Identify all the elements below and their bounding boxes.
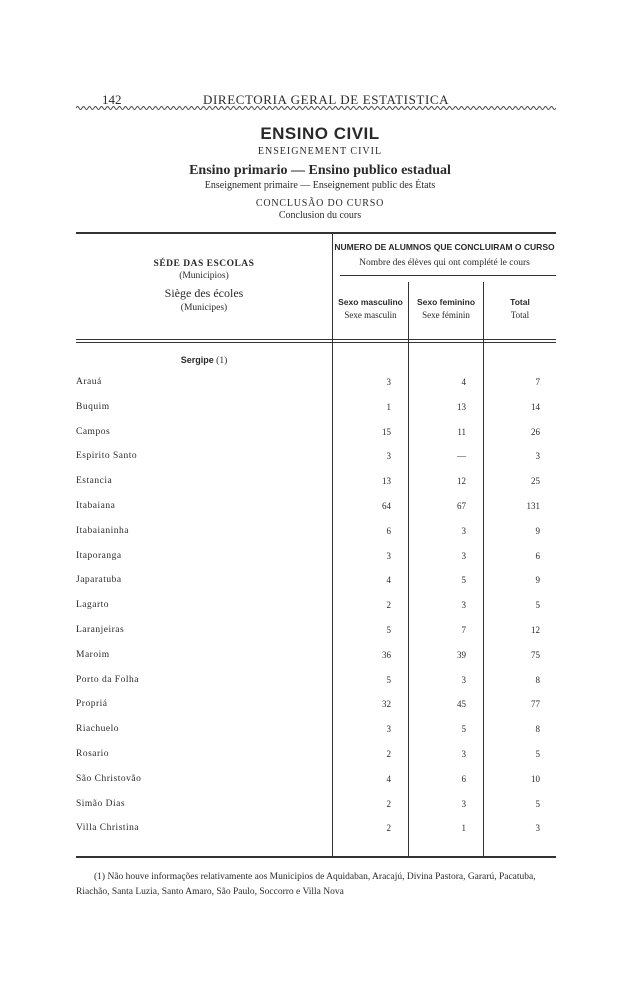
col-feminino-label: Sexo feminino xyxy=(416,297,476,307)
row-municipio: Itabaiana xyxy=(76,501,116,511)
cell-total: 5 xyxy=(535,749,540,759)
state-footnote-ref: (1) xyxy=(216,356,228,366)
cell-feminino: 4 xyxy=(461,377,466,387)
cell-total: 9 xyxy=(535,526,540,536)
cell-feminino: 3 xyxy=(461,526,466,536)
cell-feminino: 39 xyxy=(457,650,466,660)
cell-total: 9 xyxy=(535,575,540,585)
cell-masculino: 2 xyxy=(386,600,391,610)
cell-masculino: 15 xyxy=(382,427,391,437)
cell-feminino: 1 xyxy=(461,823,466,833)
cell-total: 8 xyxy=(535,724,540,734)
sede-label-sub: (Municipios) xyxy=(179,271,229,281)
cell-feminino: 11 xyxy=(457,427,466,437)
state-name: Sergipe xyxy=(180,355,214,365)
row-municipio: Japaratuba xyxy=(76,575,122,585)
cell-total: 3 xyxy=(535,823,540,833)
cell-feminino: 7 xyxy=(461,625,466,635)
section-title-fr: Conclusion du cours xyxy=(278,210,362,221)
sede-label: SÉDE DAS ESCOLAS xyxy=(153,259,255,269)
cell-masculino: 3 xyxy=(386,551,391,561)
cell-total: 131 xyxy=(526,501,540,511)
cell-feminino: 67 xyxy=(457,501,466,511)
column-divider-2 xyxy=(408,282,409,856)
cell-masculino: 2 xyxy=(386,749,391,759)
cell-masculino: 2 xyxy=(386,799,391,809)
col-masculino-header xyxy=(333,297,408,320)
cell-masculino: 3 xyxy=(386,377,391,387)
cell-feminino: 3 xyxy=(461,675,466,685)
main-title-fr: ENSEIGNEMENT CIVIL xyxy=(257,146,383,157)
header-bottom-rule-1 xyxy=(76,339,556,340)
group-header-rule xyxy=(340,275,556,276)
cell-feminino: 3 xyxy=(461,749,466,759)
column-divider-1 xyxy=(332,233,333,856)
cell-total: 5 xyxy=(535,600,540,610)
cell-total: 10 xyxy=(531,774,540,784)
row-municipio: Porto da Folha xyxy=(76,675,139,685)
row-municipio: Rosario xyxy=(76,749,110,759)
cell-masculino: 2 xyxy=(386,823,391,833)
cell-feminino: 3 xyxy=(461,551,466,561)
subtitle: Ensino primario — Ensino publico estadual xyxy=(189,163,451,178)
group-header: NUMERO DE ALUMNOS QUE CONCLUIRAM O CURSO xyxy=(334,242,555,252)
cell-total: 14 xyxy=(531,402,540,412)
cell-total: 12 xyxy=(531,625,540,635)
cell-feminino: 5 xyxy=(461,724,466,734)
cell-total: 3 xyxy=(535,451,540,461)
cell-masculino: 4 xyxy=(386,774,391,784)
table-bottom-rule xyxy=(76,856,556,858)
cell-total: 8 xyxy=(535,675,540,685)
cell-feminino: 6 xyxy=(461,774,466,784)
col-masculino-label: Sexo masculino xyxy=(338,297,403,307)
main-title: ENSINO CIVIL xyxy=(260,124,380,143)
cell-masculino: 32 xyxy=(382,699,391,709)
col-feminino-label-fr: Sexe féminin xyxy=(422,310,470,320)
row-municipio: Espirito Santo xyxy=(76,451,138,461)
cell-masculino: 13 xyxy=(382,476,391,486)
cell-total: 7 xyxy=(535,377,540,387)
cell-masculino: 5 xyxy=(386,675,391,685)
col-total-label: Total xyxy=(510,297,530,307)
subtitle-fr: Enseignement primaire — Enseignement public des États xyxy=(204,180,436,191)
sede-label-fr-sub: (Municipes) xyxy=(180,303,228,313)
cell-feminino: 5 xyxy=(461,575,466,585)
row-municipio: Campos xyxy=(76,427,111,437)
cell-total: 75 xyxy=(531,650,540,660)
row-municipio: Maroim xyxy=(76,650,110,660)
cell-feminino: 3 xyxy=(461,600,466,610)
cell-masculino: 36 xyxy=(382,650,391,660)
row-municipio: Estancia xyxy=(76,476,113,486)
cell-total: 26 xyxy=(531,427,540,437)
cell-masculino: 3 xyxy=(386,724,391,734)
col-feminino-header xyxy=(409,297,483,320)
col-total-header xyxy=(484,297,556,320)
cell-total: 25 xyxy=(531,476,540,486)
cell-masculino: 64 xyxy=(382,501,391,511)
cell-total: 77 xyxy=(531,699,540,709)
sede-header xyxy=(76,259,332,313)
row-municipio: Villa Christina xyxy=(76,823,140,833)
header-bottom-rule-2 xyxy=(76,342,556,343)
row-municipio: Buquim xyxy=(76,402,110,412)
col-total-label-fr: Total xyxy=(510,310,530,320)
row-municipio: Laranjeiras xyxy=(76,625,125,635)
row-municipio: São Christovão xyxy=(76,774,142,784)
cell-total: 6 xyxy=(535,551,540,561)
page-number: 142 xyxy=(102,92,122,107)
cell-feminino: 13 xyxy=(457,402,466,412)
col-masculino-label-fr: Sexe masculin xyxy=(344,310,397,320)
state-label xyxy=(76,355,332,366)
page-header: DIRECTORIA GERAL DE ESTATISTICA xyxy=(203,92,450,107)
table-top-rule xyxy=(76,232,556,234)
section-title: CONCLUSÃO DO CURSO xyxy=(255,198,385,209)
row-municipio: Itabaianinha xyxy=(76,526,129,536)
row-municipio: Riachuelo xyxy=(76,724,120,734)
cell-feminino: 45 xyxy=(457,699,466,709)
row-municipio: Simão Dias xyxy=(76,799,126,809)
cell-feminino: — xyxy=(457,451,466,461)
group-header-fr: Nombre des élèves qui ont complété le cours xyxy=(359,258,530,268)
footnote: (1) Não houve informações relativamente aos Municipios de Aquidaban, Aracajú, Divina Pastora, Gararú, Pacatuba, Riachão, Santa Luzia, Santo Amaro, São Paulo, Soccorro e Villa Nova xyxy=(76,872,536,897)
cell-feminino: 12 xyxy=(457,476,466,486)
cell-masculino: 1 xyxy=(386,402,391,412)
row-municipio: Lagarto xyxy=(76,600,110,610)
row-municipio: Propriá xyxy=(76,699,108,709)
cell-masculino: 6 xyxy=(386,526,391,536)
row-municipio: Itaporanga xyxy=(76,551,122,561)
cell-feminino: 3 xyxy=(461,799,466,809)
cell-masculino: 4 xyxy=(386,575,391,585)
cell-masculino: 3 xyxy=(386,451,391,461)
header-wavy-rule xyxy=(76,104,556,112)
column-divider-3 xyxy=(483,282,484,856)
cell-masculino: 5 xyxy=(386,625,391,635)
sede-label-fr: Siège des écoles xyxy=(164,286,244,300)
cell-total: 5 xyxy=(535,799,540,809)
row-municipio: Arauá xyxy=(76,377,102,387)
